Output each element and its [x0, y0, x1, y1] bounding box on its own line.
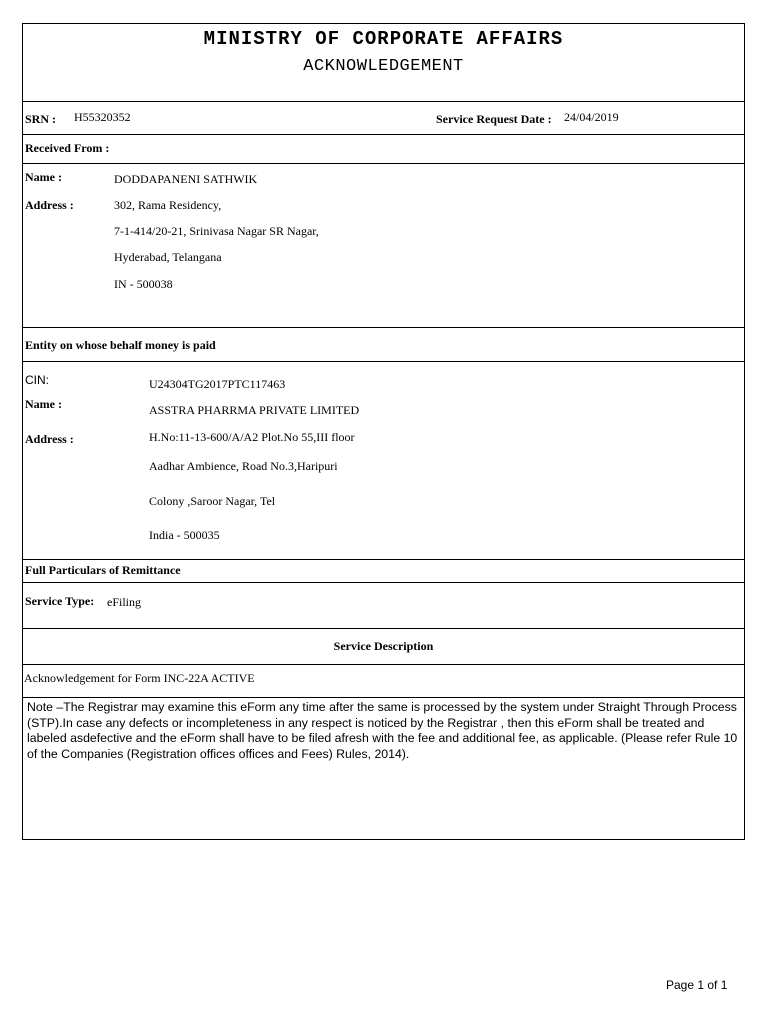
- page-title: MINISTRY OF CORPORATE AFFAIRS: [203, 28, 564, 50]
- divider: [23, 163, 744, 164]
- service-request-date-label: Service Request Date :: [436, 112, 552, 126]
- remittance-section-label: Full Particulars of Remittance: [25, 563, 181, 577]
- service-description-header: Service Description: [333, 639, 434, 653]
- received-name-value: DODDAPANENI SATHWIK: [114, 172, 258, 186]
- divider: [23, 361, 744, 362]
- srn-label: SRN :: [25, 112, 57, 126]
- page-subtitle: ACKNOWLEDGEMENT: [303, 57, 464, 76]
- service-type-label: Service Type:: [25, 594, 95, 608]
- entity-address-line-3: Colony ,Saroor Nagar, Tel: [149, 494, 276, 508]
- received-name-label: Name :: [25, 170, 62, 184]
- entity-address-label: Address :: [25, 432, 74, 446]
- received-address-line-4: IN - 500038: [114, 277, 173, 291]
- divider: [23, 101, 744, 102]
- registrar-note: Note –The Registrar may examine this eForm any time after the same is processed by the system under Straight Through Process (STP).In case any defects or incompleteness in any respect is noticed by the Registrar , then this eForm shall be treated and labeled asdefective and the eForm shall have to be filed afresh with the fee and additional fee, as applicable. (Please refer Rule 10 of the Companies (Registration offices offices and Fees) Rules, 2014).: [27, 700, 738, 761]
- entity-address-line-2: Aadhar Ambience, Road No.3,Haripuri: [149, 459, 338, 473]
- received-address-line-3: Hyderabad, Telangana: [114, 250, 222, 264]
- entity-name-value: ASSTRA PHARRMA PRIVATE LIMITED: [149, 403, 360, 417]
- entity-address-line-1: H.No:11-13-600/A/A2 Plot.No 55,III floor: [149, 430, 355, 444]
- cin-label: CIN:: [25, 373, 49, 387]
- divider: [23, 582, 744, 583]
- divider: [23, 327, 744, 328]
- received-address-line-1: 302, Rama Residency,: [114, 198, 222, 212]
- divider: [23, 664, 744, 665]
- entity-name-label: Name :: [25, 397, 62, 411]
- received-address-line-2: 7-1-414/20-21, Srinivasa Nagar SR Nagar,: [114, 224, 319, 238]
- service-description-value: Acknowledgement for Form INC-22A ACTIVE: [24, 671, 255, 685]
- divider: [23, 628, 744, 629]
- entity-address-line-4: India - 500035: [149, 528, 220, 542]
- acknowledgement-form: [22, 23, 745, 840]
- srn-value: H55320352: [74, 110, 131, 124]
- entity-section-label: Entity on whose behalf money is paid: [25, 338, 216, 352]
- received-from-label: Received From :: [25, 141, 110, 155]
- page-number: Page 1 of 1: [666, 978, 728, 992]
- divider: [23, 559, 744, 560]
- cin-value: U24304TG2017PTC117463: [149, 377, 286, 391]
- divider: [23, 697, 744, 698]
- received-address-label: Address :: [25, 198, 74, 212]
- divider: [23, 134, 744, 135]
- service-request-date-value: 24/04/2019: [564, 110, 619, 124]
- service-type-value: eFiling: [107, 595, 142, 609]
